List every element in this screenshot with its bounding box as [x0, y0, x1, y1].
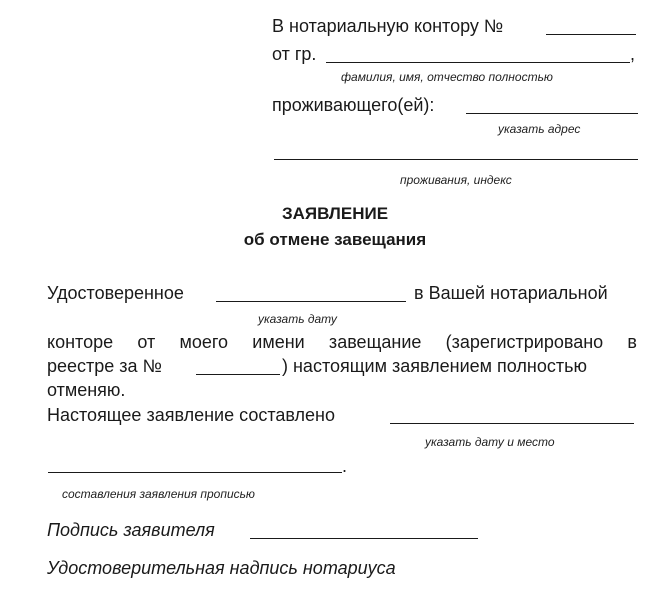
compiled-label: Настоящее заявление составлено: [47, 405, 335, 425]
from-citizen-label: от гр.: [272, 44, 317, 64]
notary-number-line[interactable]: [546, 34, 636, 35]
compiled-date-place-line[interactable]: [390, 423, 634, 424]
certified-label: Удостоверенное: [47, 283, 184, 303]
hint-in-words: составления заявления прописью: [62, 487, 255, 501]
citizen-name-line[interactable]: [326, 62, 630, 63]
hint-full-name: фамилия, имя, отчество полностью: [341, 70, 553, 84]
document-subtitle: об отмене завещания: [243, 230, 427, 249]
address-line[interactable]: [466, 113, 638, 114]
hint-date-place: указать дату и место: [425, 435, 555, 449]
registry-label: реестре за №: [47, 356, 162, 376]
hint-residence-index: проживания, индекс: [400, 173, 512, 187]
hint-date: указать дату: [258, 312, 337, 326]
will-date-line[interactable]: [216, 301, 406, 302]
signature-line[interactable]: [250, 538, 478, 539]
applicant-signature-label: Подпись заявителя: [47, 520, 215, 540]
residing-label: проживающего(ей):: [272, 95, 435, 115]
body-line-2: конторе от моего имени завещание (зарегистрировано в: [47, 332, 637, 352]
registry-number-line[interactable]: [196, 374, 280, 375]
body-line-3-rest: ) настоящим заявлением полностью: [282, 356, 587, 376]
date-in-words-line[interactable]: [48, 472, 342, 473]
body-line-4: отменяю.: [47, 380, 126, 400]
notary-office-text: в Вашей нотариальной: [414, 283, 608, 303]
line-period: .: [342, 456, 348, 476]
hint-address: указать адрес: [498, 122, 581, 136]
address-continuation-line[interactable]: [274, 159, 638, 160]
notary-certification-label: Удостоверительная надпись нотариуса: [47, 558, 396, 578]
document-title: ЗАЯВЛЕНИЕ: [281, 204, 389, 223]
to-notary-label: В нотариальную контору №: [272, 16, 504, 36]
name-comma: ,: [630, 44, 636, 64]
